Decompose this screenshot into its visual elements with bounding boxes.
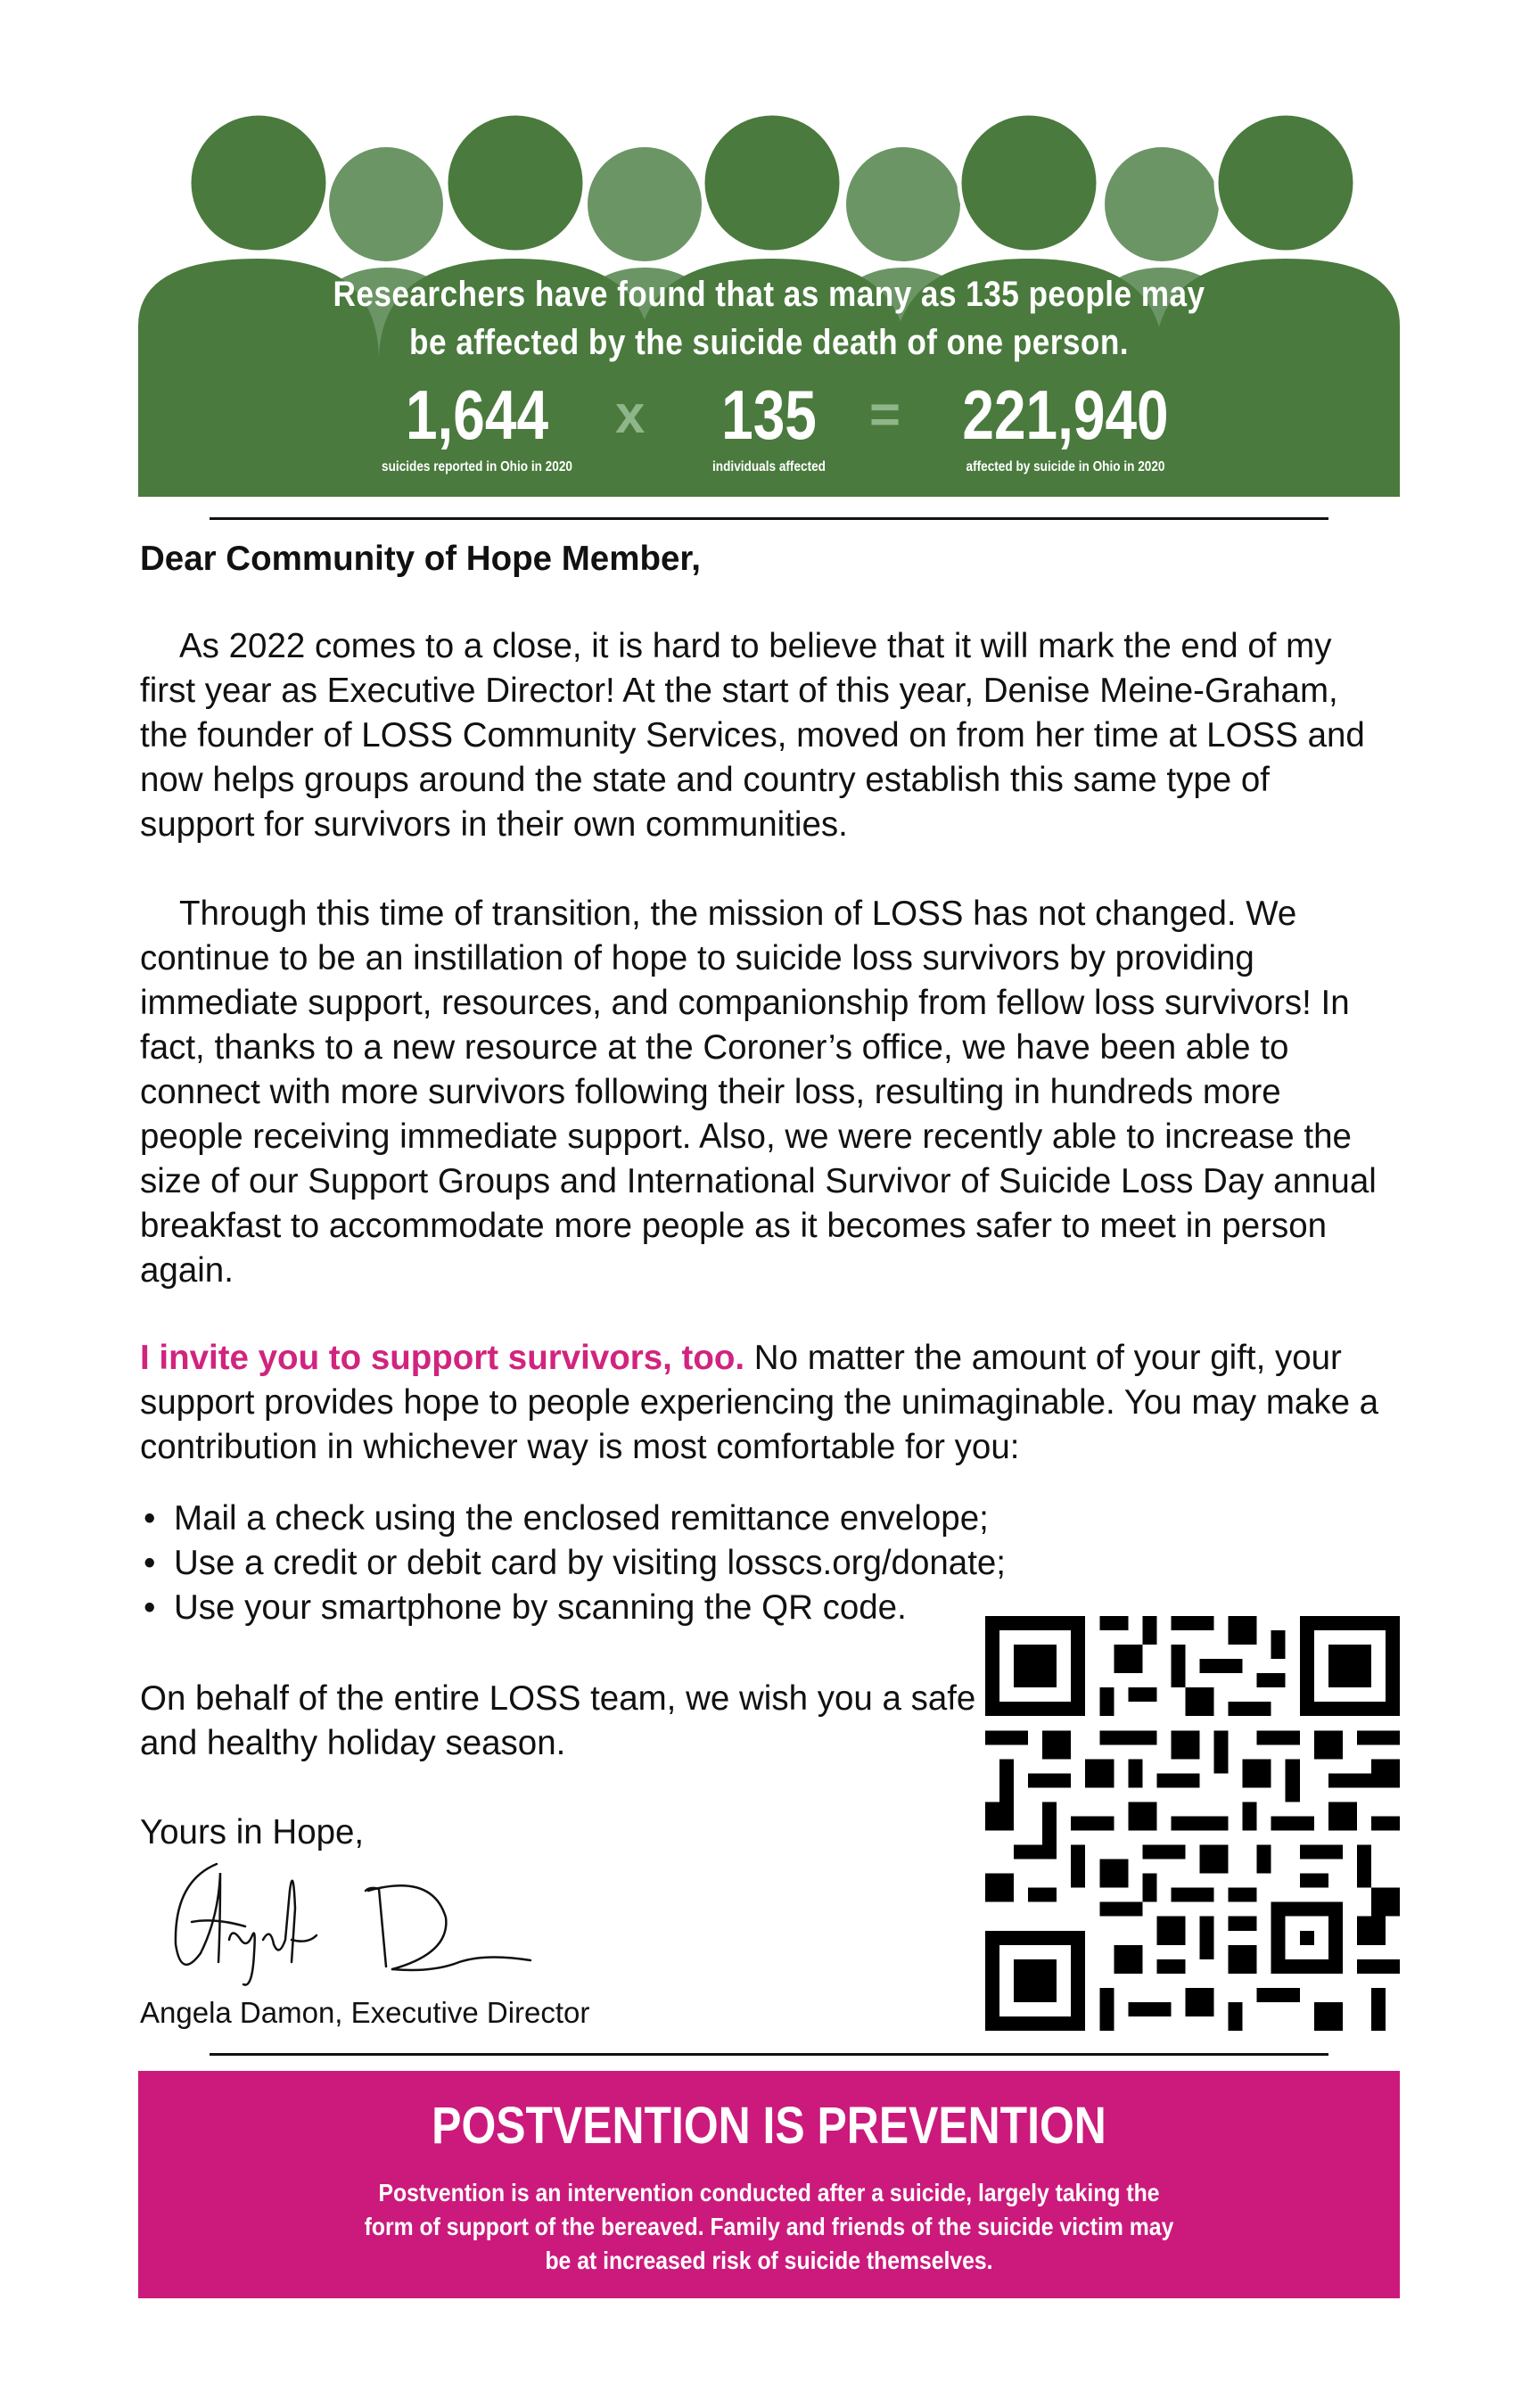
signer-name: Angela Damon, Executive Director: [140, 1996, 590, 2029]
qr-code-icon[interactable]: [985, 1616, 1400, 2031]
hero-headline-line1: Researchers have found that as many as 135 people may: [333, 275, 1205, 314]
list-item: • Mail a check using the enclosed remittance envelope;: [140, 1497, 1006, 1541]
stat-total-caption: affected by suicide in Ohio in 2020: [966, 459, 1165, 474]
closing-text: On behalf of the entire LOSS team, we wish you a safe and healthy holiday season.: [140, 1679, 976, 1762]
stat-affected-caption: individuals affected: [712, 459, 826, 474]
times-operator: x: [615, 384, 646, 444]
salutation: Dear Community of Hope Member,: [140, 540, 701, 578]
banner-text: Postvention is an intervention conducted after a suicide, largely taking the form of support of the bereaved. Family and friends of the suicide victim may be at increased risk of suicide themselves.: [364, 2179, 1174, 2274]
banner-title: POSTVENTION IS PREVENTION: [432, 2097, 1106, 2155]
donation-methods-list: [140, 1497, 1006, 1630]
paragraph-1: As 2022 comes to a close, it is hard to believe that it will mark the end of my first year as Executive Director! At the start of this year, Denise Meine-Graham, the founder of LOSS Community Services, moved on from her time at LOSS and now helps groups around the state and country establish this same type of support for survivors in their own communities.: [140, 627, 1365, 844]
paragraph-3-rest: No matter the amount of your gift, your support provides hope to people experiencing the unimaginable. You may make a contribution in whichever way is most comfortable for you:: [140, 1339, 1379, 1466]
paragraph-3: [140, 1336, 1406, 1470]
list-item: • Use your smartphone by scanning the QR code.: [140, 1586, 1006, 1630]
top-divider: [210, 517, 1328, 520]
signoff: Yours in Hope,: [140, 1813, 365, 1851]
stat-suicides-caption: suicides reported in Ohio in 2020: [382, 459, 572, 474]
bottom-divider: [210, 2053, 1328, 2056]
stat-affected-value: 135: [721, 375, 817, 454]
equals-operator: =: [869, 384, 901, 444]
postvention-banner: [138, 2071, 1400, 2298]
invite-highlight: I invite you to support survivors, too.: [140, 1339, 745, 1377]
stat-suicides-value: 1,644: [405, 375, 549, 454]
stat-total-value: 221,940: [962, 375, 1169, 454]
list-item: • Use a credit or debit card by visiting losscs.org/donate;: [140, 1541, 1006, 1586]
hero-headline-line2: be affected by the suicide death of one person.: [409, 323, 1129, 362]
signature-image: [165, 1855, 584, 1989]
paragraph-2: Through this time of transition, the mission of LOSS has not changed. We continue to be an instillation of hope to suicide loss survivors by providing immediate support, resources, and companionship from fellow loss survivors! In fact, thanks to a new resource at the Coroner’s office, we have been able to connect with more survivors following their loss, resulting in hundreds more people receiving immediate support. Also, we were recently able to increase the size of our Support Groups and International Survivor of Suicide Loss Day annual breakfast to accommodate more people as it becomes safer to meet in person again.: [140, 895, 1377, 1290]
